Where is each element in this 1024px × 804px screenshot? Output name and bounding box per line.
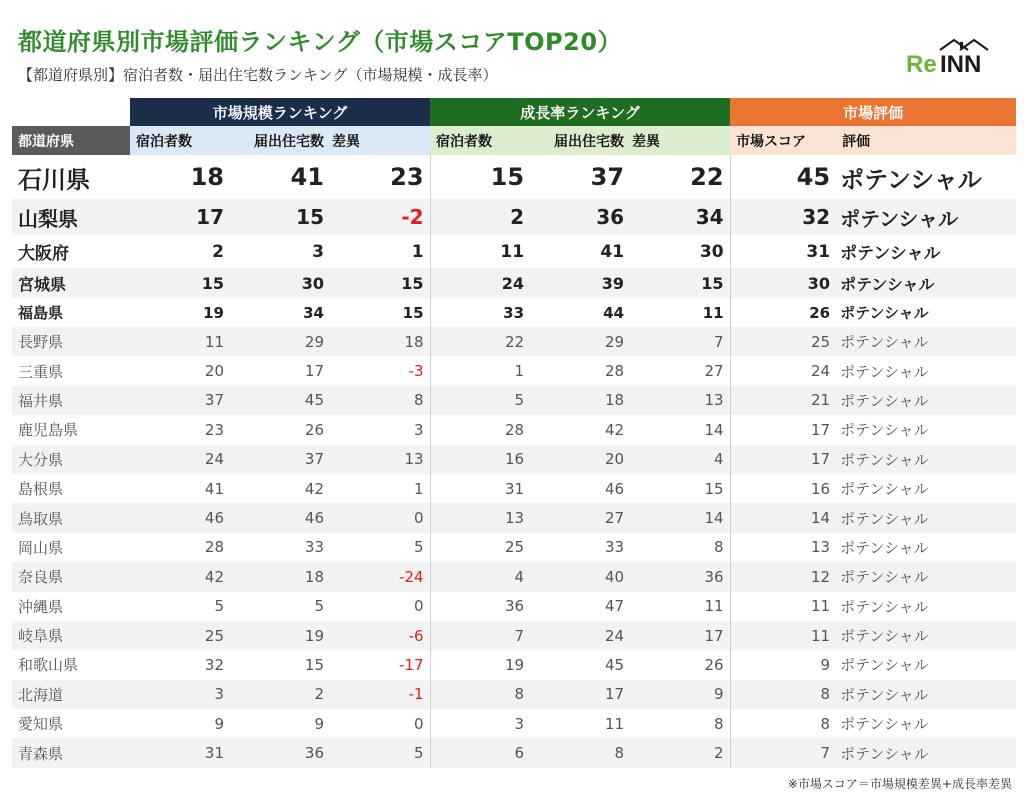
score-cell: 14 [730,503,836,532]
ms-housing-cell: 41 [290,163,324,191]
group-header-market-size: 市場規模ランキング [130,98,430,126]
ms-housing-cell: 34 [303,303,324,322]
ms-guests-cell: 18 [190,163,224,191]
col-header-ms-guests: 宿泊者数 [130,126,230,155]
pref-cell: 鹿児島県 [18,421,79,440]
ms-guests-cell: 9 [214,714,224,733]
gr-housing-cell: 36 [530,199,630,235]
table-row [12,155,1016,199]
gr-diff-cell: 17 [630,621,730,650]
col-header-gr-diff: 差異 [630,126,730,155]
gr-guests-cell: 31 [504,479,525,498]
ms-diff-cell: -2 [330,199,430,235]
ms-guests-cell: 17 [130,199,230,235]
gr-guests-cell: 28 [504,420,525,439]
pref-cell: 三重県 [18,362,64,381]
ms-guests-cell: 15 [130,268,230,298]
pref-cell: 宮城県 [12,268,130,298]
rating-cell: ポテンシャル [836,386,1016,415]
ms-housing-cell: 17 [304,362,324,381]
ms-guests-cell: 28 [204,538,224,557]
ranking-table [12,98,1016,768]
table-row [12,738,1016,767]
col-header-ms-housing: 届出住宅数 [230,126,330,155]
score-cell: 45 [796,163,831,191]
gr-diff-cell: 9 [630,680,730,709]
ms-housing-cell: 3 [312,241,324,262]
ms-diff-cell: -6 [330,621,430,650]
gr-diff-cell: 14 [630,415,730,444]
table-row [12,621,1016,650]
pref-cell: 大阪府 [18,244,69,264]
score-cell: 8 [820,714,831,733]
rating-cell: ポテンシャル [840,421,929,440]
table-row [12,650,1016,679]
pref-cell: 北海道 [12,680,130,709]
rating-cell: ポテンシャル [836,268,1016,298]
rating-cell: ポテンシャル [836,621,1016,650]
pref-cell: 和歌山県 [18,656,79,675]
gr-diff-cell: 8 [630,533,730,562]
group-header-evaluation: 市場評価 [730,98,1016,126]
pref-cell: 福島県 [18,304,64,322]
gr-guests-cell: 19 [504,655,525,674]
page-subtitle: 【都道府県別】宿泊者数・届出住宅数ランキング（市場規模・成長率） [18,66,498,84]
gr-housing-cell: 29 [530,327,630,356]
table-row [12,386,1016,415]
table-row [12,199,1016,235]
table-row [12,327,1016,356]
ms-housing-cell: 5 [314,597,324,616]
table-row [12,235,1016,268]
score-cell: 26 [809,303,831,322]
gr-guests-cell: 11 [500,241,525,262]
logo-re-text: Re [906,51,937,76]
table-row [12,268,1016,298]
rating-cell: ポテンシャル [836,680,1016,709]
gr-diff-cell: 7 [630,327,730,356]
gr-guests-cell: 16 [430,445,530,474]
ms-housing-cell: 29 [230,327,330,356]
score-cell: 25 [730,327,836,356]
ms-guests-cell: 41 [204,479,224,498]
group-header-row [12,98,1016,126]
rating-cell: ポテンシャル [840,656,929,675]
score-cell: 17 [730,445,836,474]
table-row [12,474,1016,503]
col-header-gr-guests: 宿泊者数 [430,126,530,155]
reinn-logo [904,36,996,76]
ms-housing-cell: 18 [230,562,330,591]
gr-guests-cell: 13 [430,503,530,532]
ms-housing-cell: 42 [304,479,324,498]
ms-guests-cell: 46 [130,503,230,532]
gr-housing-cell: 11 [604,714,625,733]
gr-diff-cell: 15 [630,474,730,503]
gr-diff-cell: 11 [630,592,730,621]
group-header-blank [12,98,130,126]
gr-housing-cell: 45 [604,655,625,674]
ms-guests-cell: 5 [214,597,224,616]
gr-diff-cell: 30 [630,235,730,268]
rating-cell: ポテンシャル [836,327,1016,356]
score-cell: 9 [820,655,831,674]
page-title: 都道府県別市場評価ランキング（市場スコアTOP20） [18,28,623,56]
gr-diff-cell: 22 [630,155,730,199]
pref-cell: 福井県 [12,386,130,415]
score-cell: 7 [730,738,836,767]
gr-housing-cell: 27 [530,503,630,532]
ms-diff-cell: -17 [330,650,430,679]
ms-diff-cell: 0 [330,592,430,621]
rating-cell: ポテンシャル [840,362,929,381]
ms-diff-cell: 13 [330,445,430,474]
gr-housing-cell: 41 [600,241,625,262]
ms-guests-cell: 3 [130,680,230,709]
ms-diff-cell: -24 [330,562,430,591]
gr-guests-cell: 4 [430,562,530,591]
ms-guests-cell: 32 [204,655,224,674]
gr-guests-cell: 15 [490,163,525,191]
pref-cell: 愛知県 [18,715,64,734]
score-cell: 13 [810,538,831,557]
ms-housing-cell: 46 [230,503,330,532]
score-cell: 30 [730,268,836,298]
pref-cell: 奈良県 [12,562,130,591]
pref-cell: 青森県 [12,738,130,767]
ms-guests-cell: 42 [130,562,230,591]
col-header-gr-housing: 届出住宅数 [530,126,630,155]
gr-diff-cell: 13 [630,386,730,415]
score-cell: 16 [810,479,831,498]
col-header-score: 市場スコア [730,126,836,155]
gr-housing-cell: 18 [530,386,630,415]
gr-guests-cell: 1 [514,362,525,381]
ms-housing-cell: 19 [230,621,330,650]
gr-diff-cell: 36 [630,562,730,591]
gr-guests-cell: 6 [430,738,530,767]
ms-guests-cell: 24 [130,445,230,474]
score-cell: 32 [730,199,836,235]
ms-diff-cell: 15 [330,268,430,298]
gr-diff-cell: 14 [630,503,730,532]
table-row [12,592,1016,621]
table-row [12,680,1016,709]
pref-cell: 沖縄県 [18,597,64,616]
col-header-pref: 都道府県 [12,126,130,155]
ms-diff-cell: 0 [330,503,430,532]
rating-cell: ポテンシャル [836,738,1016,767]
group-header-growth: 成長率ランキング [430,98,730,126]
ms-diff-cell: -1 [330,680,430,709]
gr-guests-cell: 8 [430,680,530,709]
ms-diff-cell: 5 [330,533,430,562]
rating-cell: ポテンシャル [840,304,929,322]
table-row [12,709,1016,738]
score-cell: 11 [810,597,831,616]
ms-guests-cell: 11 [130,327,230,356]
ms-housing-cell: 9 [314,714,324,733]
gr-housing-cell: 39 [530,268,630,298]
gr-guests-cell: 22 [430,327,530,356]
ms-diff-cell: 23 [330,155,430,199]
score-cell: 8 [730,680,836,709]
gr-housing-cell: 47 [604,597,625,616]
rating-cell: ポテンシャル [840,715,929,734]
gr-diff-cell: 11 [630,298,730,327]
gr-diff-cell: 27 [630,356,730,385]
logo-inn-text: INN [940,51,982,76]
gr-housing-cell: 42 [604,420,625,439]
ms-diff-cell: 1 [330,474,430,503]
gr-guests-cell: 3 [514,714,525,733]
rating-cell: ポテンシャル [840,597,929,616]
col-header-rating: 評価 [836,126,1016,155]
gr-guests-cell: 24 [430,268,530,298]
ms-guests-cell: 37 [130,386,230,415]
gr-housing-cell: 44 [603,303,625,322]
rating-cell: ポテンシャル [836,199,1016,235]
column-header-row [12,126,1016,155]
gr-diff-cell: 34 [630,199,730,235]
ms-guests-cell: 25 [130,621,230,650]
ms-housing-cell: 45 [230,386,330,415]
gr-housing-cell: 24 [530,621,630,650]
score-cell: 21 [730,386,836,415]
table-row [12,298,1016,327]
footnote: ※市場スコア＝市場規模差異+成長率差異 [787,777,1012,791]
ms-guests-cell: 19 [203,303,224,322]
gr-housing-cell: 8 [530,738,630,767]
ms-diff-cell: 3 [330,415,430,444]
ms-guests-cell: 23 [204,420,224,439]
ms-housing-cell: 2 [230,680,330,709]
score-cell: 31 [806,241,831,262]
gr-diff-cell: 8 [630,709,730,738]
gr-guests-cell: 7 [430,621,530,650]
gr-guests-cell: 36 [504,597,525,616]
rating-cell: ポテンシャル [840,244,941,264]
rating-cell: ポテンシャル [836,562,1016,591]
ms-diff-cell: 0 [330,709,430,738]
rating-cell: ポテンシャル [840,480,929,499]
pref-cell: 岐阜県 [12,621,130,650]
gr-housing-cell: 20 [530,445,630,474]
ms-guests-cell: 2 [212,241,224,262]
pref-cell: 山梨県 [12,199,130,235]
table-row [12,445,1016,474]
ms-housing-cell: 15 [230,199,330,235]
gr-guests-cell: 33 [503,303,525,322]
pref-cell: 鳥取県 [12,503,130,532]
ms-housing-cell: 15 [304,655,324,674]
ms-diff-cell: 15 [330,298,430,327]
rating-cell: ポテンシャル [836,445,1016,474]
rating-cell: ポテンシャル [836,503,1016,532]
gr-diff-cell: 26 [630,650,730,679]
table-row [12,503,1016,532]
score-cell: 17 [810,420,831,439]
ms-diff-cell: 18 [330,327,430,356]
gr-diff-cell: 4 [630,445,730,474]
rating-cell: ポテンシャル [840,165,982,194]
ms-housing-cell: 37 [230,445,330,474]
pref-cell: 長野県 [12,327,130,356]
table-row [12,356,1016,385]
ms-housing-cell: 33 [304,538,324,557]
table-row [12,415,1016,444]
rating-cell: ポテンシャル [840,538,929,557]
gr-housing-cell: 17 [530,680,630,709]
pref-cell: 島根県 [18,480,64,499]
ms-housing-cell: 36 [230,738,330,767]
ms-diff-cell: 8 [330,386,430,415]
gr-housing-cell: 28 [604,362,625,381]
pref-cell: 石川県 [18,165,90,194]
score-cell: 11 [730,621,836,650]
ms-guests-cell: 20 [204,362,224,381]
gr-guests-cell: 2 [430,199,530,235]
ms-housing-cell: 30 [230,268,330,298]
ms-diff-cell: 5 [330,738,430,767]
score-cell: 24 [810,362,831,381]
pref-cell: 岡山県 [18,538,64,557]
score-cell: 12 [730,562,836,591]
gr-housing-cell: 46 [604,479,625,498]
gr-housing-cell: 33 [604,538,625,557]
ms-guests-cell: 31 [130,738,230,767]
ms-diff-cell: -3 [330,356,430,385]
table-row [12,533,1016,562]
gr-housing-cell: 37 [590,163,625,191]
gr-diff-cell: 2 [630,738,730,767]
pref-cell: 大分県 [12,445,130,474]
gr-guests-cell: 25 [504,538,525,557]
gr-diff-cell: 15 [630,268,730,298]
gr-housing-cell: 40 [530,562,630,591]
ms-housing-cell: 26 [304,420,324,439]
ms-diff-cell: 1 [330,235,430,268]
gr-guests-cell: 5 [430,386,530,415]
col-header-ms-diff: 差異 [330,126,430,155]
table-row [12,562,1016,591]
